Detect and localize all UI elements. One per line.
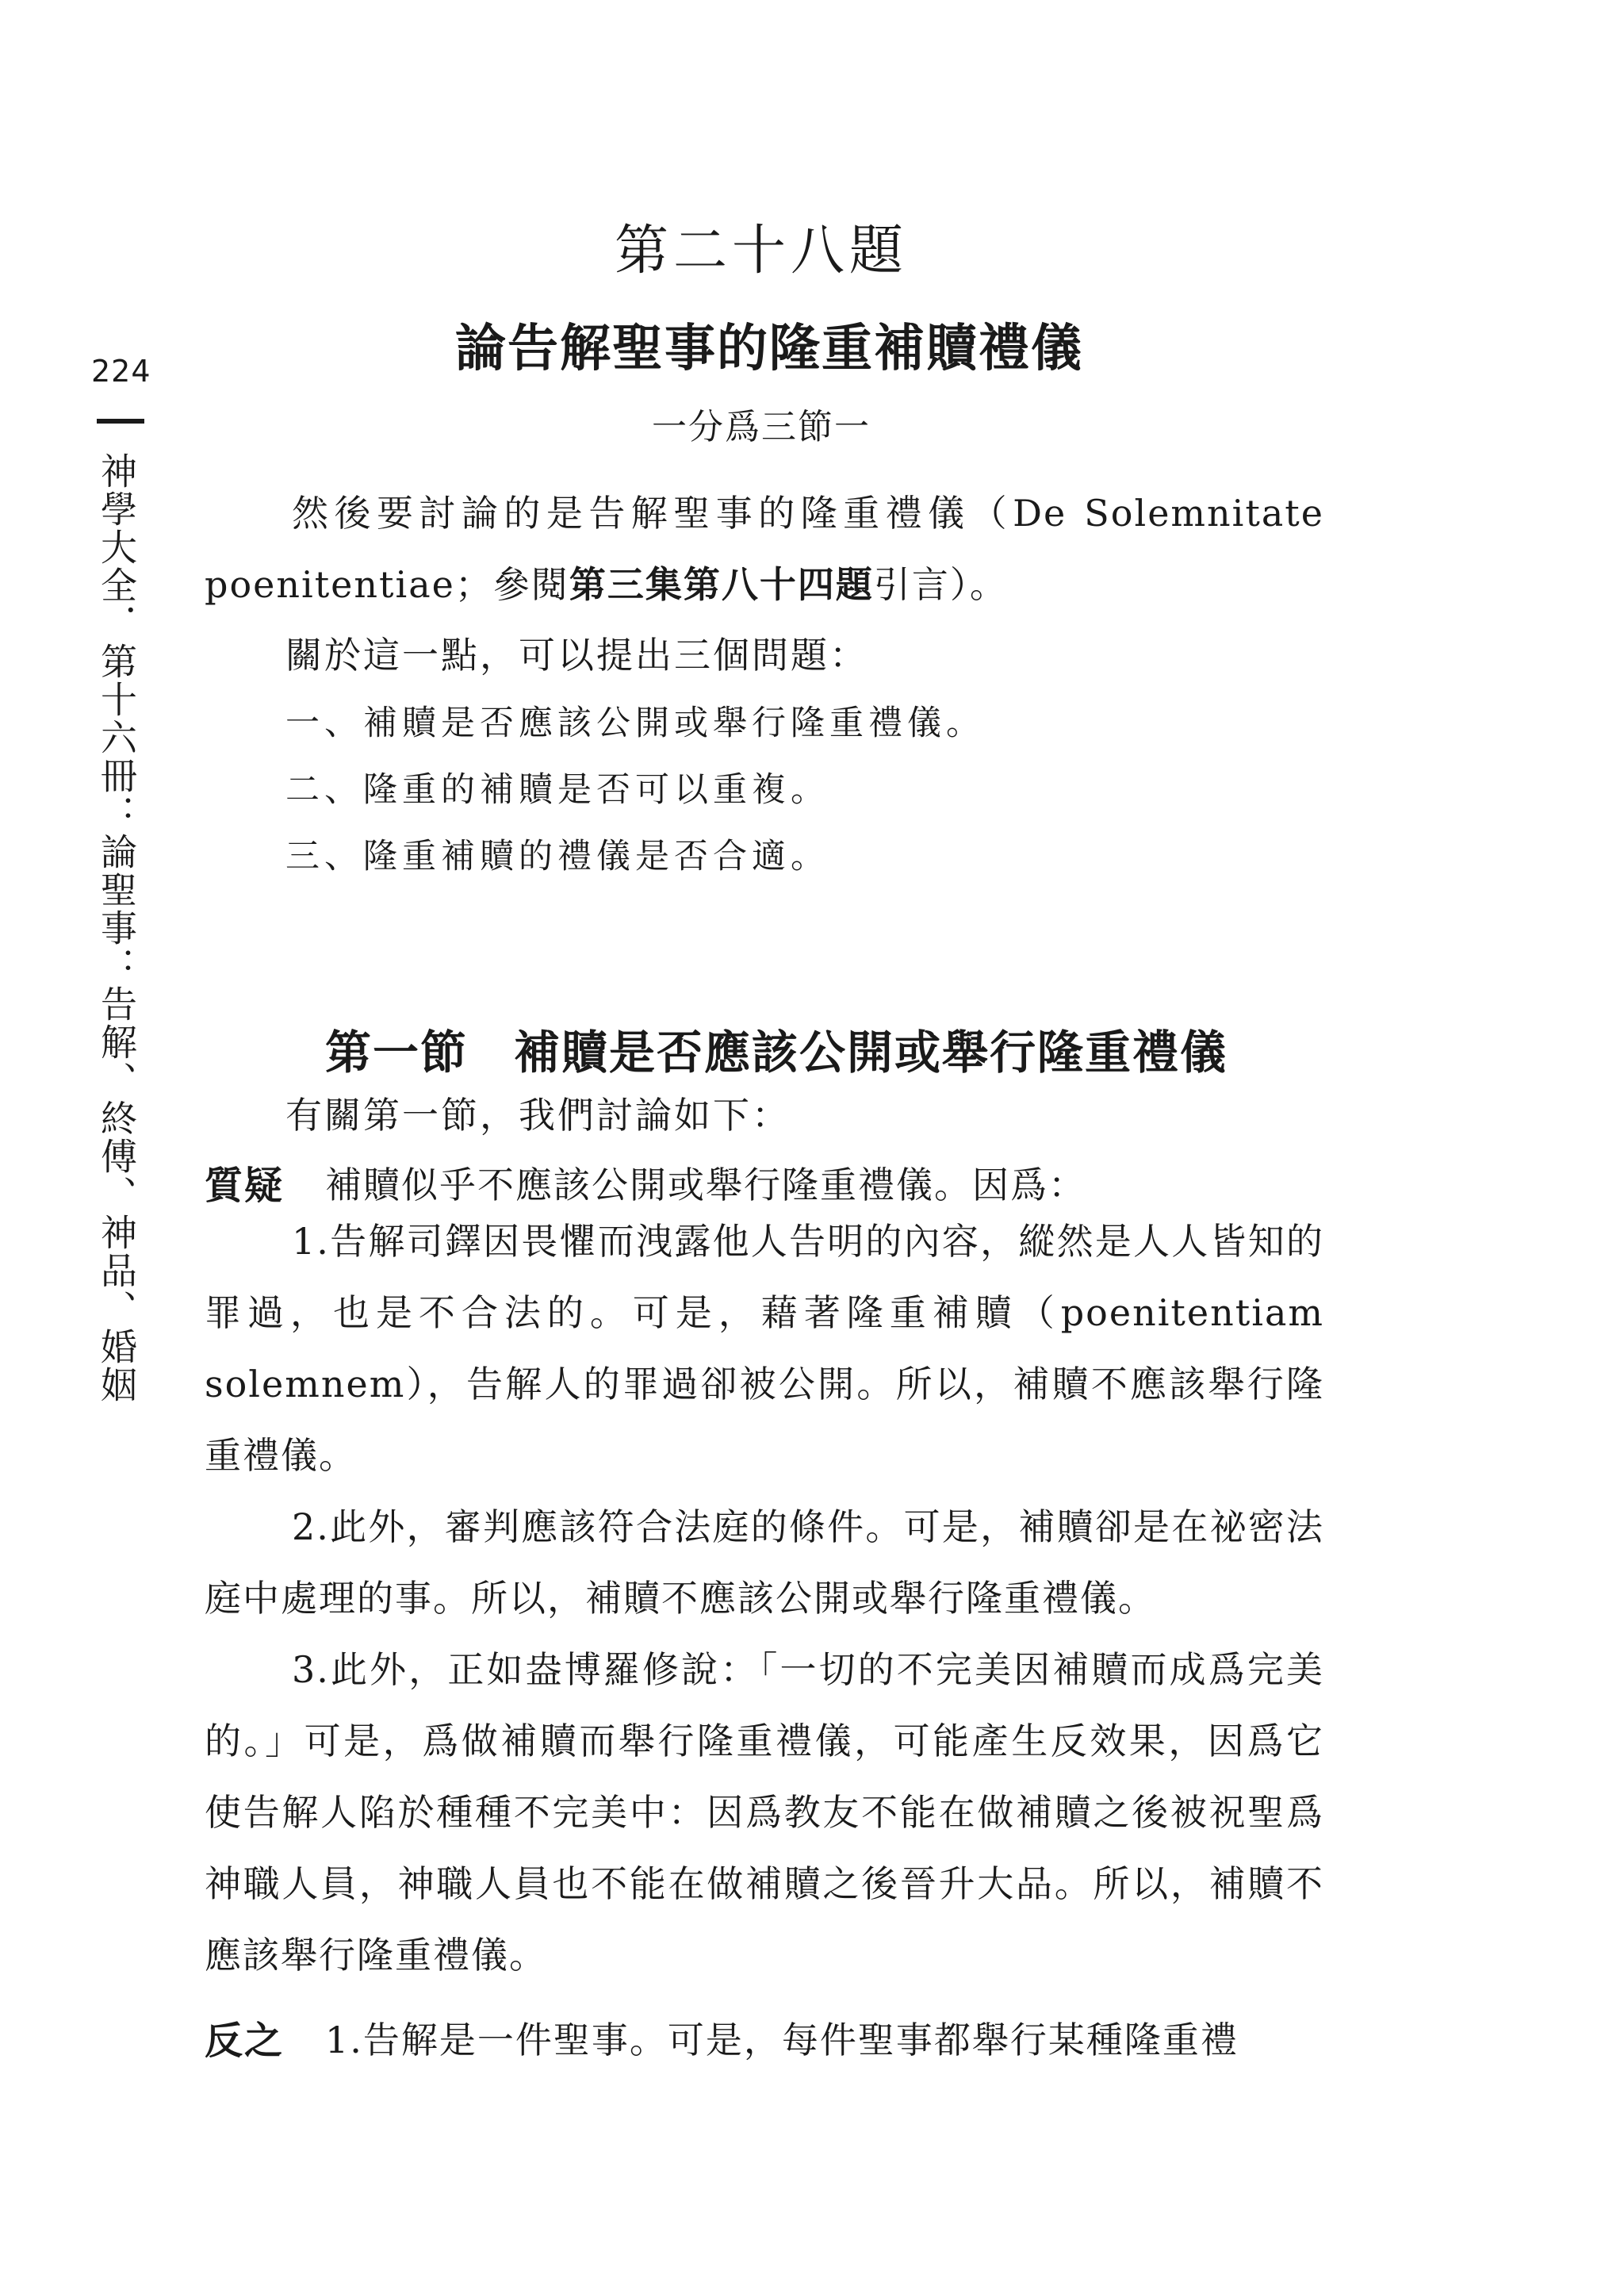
sed-contra-label: 反之 [205, 2019, 285, 2063]
objection-3: 3.此外，正如盎博羅修說：「一切的不完美因補贖而成爲完美的。」可是，爲做補贖而舉行隆重禮儀，可能產生反效果，因爲它使告解人陷於種種不完美中：因爲教友不能在做補贖之後被祝聖爲神職人員，神職人員也不能在做補贖之後晉升大品。所以，補贖不應該舉行隆重禮儀。 [205, 1648, 1324, 1977]
intro-text-part2: 引言）。 [873, 563, 1008, 606]
section-lead: 有關第一節，我們討論如下： [285, 1094, 791, 1137]
section-heading [325, 1015, 1228, 1082]
running-head: 神學大全．第十六冊：論聖事：告解、終傅、神品、婚姻 [95, 452, 138, 1404]
question-item-3: 三、隆重補贖的禮儀是否合適。 [285, 837, 829, 876]
objection-1: 1.告解司鐸因畏懼而洩露他人告明的內容，縱然是人人皆知的罪過，也是不合法的。可是，藉著隆重補贖（poenitentiam solemnem），告解人的罪過卻被公開。所以，補贖不應該舉行隆重禮儀。 [205, 1220, 1324, 1477]
objection-2: 2.此外，審判應該符合法庭的條件。可是，補贖卻是在祕密法庭中處理的事。所以，補贖不應該公開或舉行隆重禮儀。 [205, 1505, 1324, 1620]
chapter-number: 第二十八題 [614, 220, 908, 282]
section-title: 補贖是否應該公開或舉行隆重禮儀 [514, 1026, 1228, 1079]
chapter-title: 論告解聖事的隆重補贖禮儀 [455, 320, 1083, 378]
objections-label: 質疑 [205, 1164, 285, 1208]
intro-paragraph [205, 477, 1324, 620]
sed-contra-text: 1.告解是一件聖事。可是，每件聖事都舉行某種隆重禮 [325, 2019, 1239, 2061]
intro-text-part1: 然後要討論的是告解聖事的隆重禮儀（De Solemnitate poenitentiae；參閱 [205, 492, 1324, 606]
section-number: 第一節 [325, 1026, 469, 1079]
chapter-subtitle: 一分爲三節一 [652, 407, 871, 447]
questions-lead: 關於這一點，可以提出三個問題： [285, 634, 868, 677]
question-item-1: 一、補贖是否應該公開或舉行隆重禮儀。 [285, 704, 985, 743]
intro-reference: 第三集第八十四題 [569, 563, 874, 606]
page-number: 224 [91, 354, 151, 389]
objections-lead: 補贖似乎不應該公開或舉行隆重禮儀。因爲： [325, 1164, 1086, 1206]
question-item-2: 二、隆重的補贖是否可以重複。 [285, 770, 829, 810]
